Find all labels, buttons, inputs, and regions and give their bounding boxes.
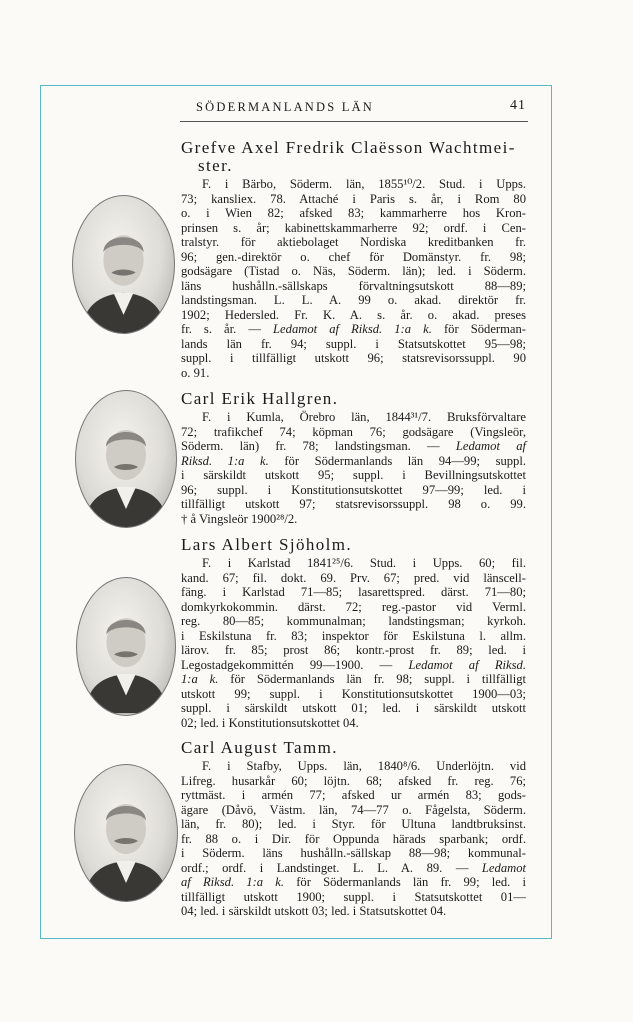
page-number: 41 [510,98,526,113]
biography-line [181,629,526,644]
portrait-figure-icon [75,765,177,901]
person-name [181,390,526,408]
line-text: Söderm. län) fr. 78; landstingsman. — [181,439,456,453]
line-text: 04; led. i särskildt utskott 03; led. i Statsutskottet 04. [181,904,447,918]
header-title: SÖDERMANLANDS LÄN [196,100,375,114]
line-text: † å Vingsleör 1900²⁸/2. [181,511,298,526]
italic-text: Ledamot af Riksd. 1:a k. [273,322,432,336]
line-text: 72; trafikchef 74; köpman 76; godsägare (Vingsleör, [181,424,526,439]
person-name-part: Lars Albert Sjöholm. [181,535,353,554]
line-text: F. i Stafby, Upps. län, 1840⁸/6. Underlöjtn. vid [202,759,526,773]
line-text: för Södermanlands län 94—99; suppl. [268,453,527,468]
biography-line [181,468,526,483]
line-text: i Eskilstuna fr. 83; inspektor för Eskilstuna l. allm. [181,628,526,643]
line-text: i särskildt utskott 95; suppl. i Bevillningsutskottet [181,468,526,482]
line-text: Legostadgekommittén 99—1900. — [181,657,409,672]
biography-line [181,643,526,658]
biography-entry [181,739,526,919]
biography-line [181,788,526,803]
biography-line [181,497,526,512]
line-text: kand. 67; fil. dokt. 69. Prv. 67; pred. vid länscell- [181,570,526,585]
italic-text: Ledamot af [455,439,526,453]
biography-line [181,774,526,789]
biography-line [181,571,526,586]
line-text: 02; led. i Konstitutionsutskottet 04. [181,715,359,730]
biography-line [181,221,526,236]
portrait-photo [75,390,177,528]
line-text: fäng. i Karlstad 71—85; lasarettspred. därst. 71—80; [181,585,526,599]
biography-line [181,803,526,818]
italic-text: af Riksd. 1:a k. [181,875,285,889]
line-text: prinsen s. år; kabinettskammarherre 92; ordf. i Cen- [181,220,526,235]
line-text: tillfälligt utskott 97; statsrevisorssuppl. 98 o. 99. [181,497,526,511]
line-text: ordf.; ordf. i Landstinget. L. L. A. 89. — [181,860,482,875]
portrait-photo [74,764,178,902]
biography-line [181,410,526,425]
line-text: 73; kansliex. 78. Attaché i Paris s. år, i Rom 80 [181,191,526,206]
biography-line [181,759,526,774]
biography-line [181,439,526,454]
person-name [181,739,526,757]
biography-line [181,279,526,294]
line-text: lärov. fr. 85; prost 86; kontr.-prost fr. 89; led. i [181,643,526,657]
person-name [181,139,526,175]
line-text: F. i Kumla, Örebro län, 1844³¹/7. Bruksförvaltare [202,410,526,424]
biography-line [181,716,526,731]
biography-line [181,366,526,381]
biography-line [181,832,526,847]
biography-line [181,293,526,308]
biography-line [181,192,526,207]
italic-text: 1:a k. [181,672,219,686]
biography-entry [181,390,526,526]
line-text: tillfälligt utskott 1900; suppl. i Statsutskottet 01— [181,889,526,904]
portrait-photo [72,195,175,334]
biography-line [181,264,526,279]
biography-line [181,817,526,832]
biography-line [181,585,526,600]
line-text: för Södermanlands län fr. 98; suppl. i tillfälligt [218,672,526,686]
line-text: F. i Bärbo, Söderm. län, 1855¹⁰/2. Stud. i Upps. [202,177,526,191]
biography-line [181,556,526,571]
biography-line [181,890,526,905]
person-name-part: Carl August Tamm. [181,738,338,757]
line-text: landstingsman. L. L. A. 99 o. akad. direktör fr. [181,293,526,307]
italic-text: Ledamot af Riksd. [408,657,526,672]
biography-entry [181,139,526,380]
person-name [181,536,526,554]
biography-line [181,512,526,527]
biography-line [181,351,526,366]
line-text: i Söderm. läns hushålln.-sällskap 88—98; kommunal- [181,846,526,860]
line-text: suppl. i särskildt utskott 01; led. i särskildt utskott [181,701,526,715]
biography-line [181,614,526,629]
person-name-part: Carl Erik Hallgren. [181,389,339,408]
line-text: o. i Wien 82; afsked 83; kammarherre hos Kron- [181,206,526,220]
line-text: domkyrkokommin. därst. 72; reg.-pastor vid Verml. [181,599,526,614]
biography-line [181,308,526,323]
person-name-part: ster. [198,156,233,175]
portrait-photo [76,577,176,716]
biography-line [181,687,526,702]
biography-line [181,672,526,687]
biography-line [181,454,526,469]
italic-text: Ledamot [481,860,526,875]
biography-entry [181,536,526,730]
biography-line [181,206,526,221]
line-text: lands län fr. 94; suppl. i Statsutskottet 95—98; [181,336,526,351]
line-text: reg. 80—85; kommunalman; landstingsman; kyrkoh. [181,614,526,628]
biography-line [181,483,526,498]
line-text: tralstyr. för aktiebolaget Nordiska kreditbanken fr. [181,235,526,249]
running-header [196,100,526,118]
biography-line [181,250,526,265]
biography-line [181,600,526,615]
portrait-figure-icon [73,196,174,333]
biography-line [181,337,526,352]
line-text: 96; gen.-direktör o. chef för Domänstyr. fr. 98; [181,249,526,264]
line-text: F. i Karlstad 1841²⁵/6. Stud. i Upps. 60; fil. [202,556,526,570]
line-text: fr. s. år. — [181,322,274,336]
line-text: län, fr. 80); led. i Styr. för Ultuna landtbruksinst. [181,817,526,831]
biography-line [181,875,526,890]
biography-line [181,658,526,673]
line-text: Lifreg. husarkår 60; löjtn. 68; afsked fr. reg. 76; [181,773,526,788]
line-text: läns hushålln.-sällskaps förvaltningsutskott 88—89; [181,278,526,293]
line-text: 1902; Hedersled. Fr. K. A. s. år. o. akad. preses [181,307,526,322]
biography-line [181,904,526,919]
line-text: godsägare (Tistad o. Näs, Söderm. län); led. i Söderm. [181,264,526,278]
biography-line [181,235,526,250]
person-name-part: Grefve Axel Fredrik Claësson Wachtmei- [181,138,516,157]
line-text: ägare (Dåvö, Västm. län, 74—77 o. Fågelsta, Söderm. [181,802,526,817]
biography-line [181,701,526,716]
line-text: ryttmäst. i armén 77; afsked ur armén 83; gods- [181,788,526,802]
biography-line [181,846,526,861]
portrait-figure-icon [77,578,175,715]
biography-line [181,177,526,192]
biography-line [181,861,526,876]
line-text: suppl. i tillfälligt utskott 96; statsrevisorssuppl. 90 [181,351,526,365]
line-text: o. 91. [181,365,210,380]
line-text: för Södermanlands län fr. 99; led. i [284,875,526,889]
biography-line [181,425,526,440]
line-text: för Söderman- [431,322,526,336]
header-rule [180,121,528,122]
line-text: fr. 88 o. i Dir. för Oppunda härads sparbank; ordf. [181,831,526,846]
line-text: 96; suppl. i Konstitutionsutskottet 97—99; led. i [181,482,526,497]
biography-line [181,322,526,337]
italic-text: Riksd. 1:a k. [181,453,269,468]
portrait-figure-icon [76,391,176,527]
line-text: utskott 99; suppl. i Konstitutionsutskottet 1900—03; [181,686,526,701]
